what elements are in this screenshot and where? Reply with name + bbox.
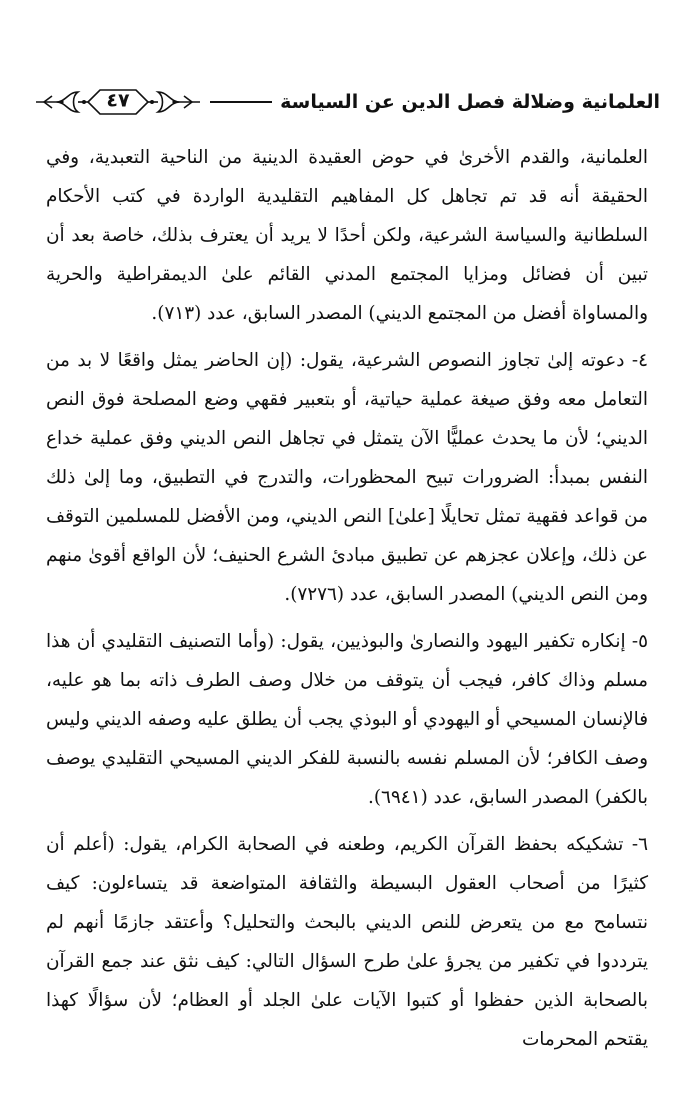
header-rule	[210, 101, 272, 103]
paragraph-item-6: ٦- تشكيكه بحفظ القرآن الكريم، وطعنه في الصحابة الكرام، يقول: (أعلم أن كثيرًا من أصحاب العقول البسيطة والثقافة المتواضعة قد يتساءلون: كيف نتسامح مع من يتعرض للنص الديني بالبحث والتحليل؟ وأعتقد جازمًا أنهم لم يترددوا في تكفير من يجرؤ علىٰ طرح السؤال التالي: كيف نثق عند جمع القرآن بالصحابة الذين حفظوا أو كتبوا الآيات علىٰ الجلد أو العظام؛ لأن سؤالًا كهذا يقتحم المحرمات	[46, 834, 648, 1050]
page-number-ornament	[34, 82, 202, 122]
paragraph-item-5: ٥- إنكاره تكفير اليهود والنصارىٰ والبوذيين، يقول: (وأما التصنيف التقليدي أن هذا مسلم وذاك كافر، فيجب أن يتوقف من خلال وصف الطرف ذاته بما هو عليه، فالإنسان المسيحي أو اليهودي أو البوذي يجب أن يطلق عليه وصفه الديني وليس وصف الكافر؛ لأن المسلم نفسه بالنسبة للفكر الديني المسيحي التقليدي يوصف بالكفر) المصدر السابق، عدد (٦٩٤١).	[46, 631, 648, 808]
page-number: ٤٧	[102, 92, 133, 111]
page-body	[46, 138, 648, 1067]
paragraph-item-4: ٤- دعوته إلىٰ تجاوز النصوص الشرعية، يقول: (إن الحاضر يمثل واقعًا لا بد من التعامل معه وفق صيغة عملية حياتية، أو بتعبير فقهي وضع المصلحة فوق النص الديني؛ لأن ما يحدث عمليًّا الآن يتمثل في تجاهل النص الديني وفق عملية خداع النفس بمبدأ: الضرورات تبيح المحظورات، والتدرج في التطبيق، وما إلىٰ ذلك من قواعد فقهية تمثل تحايلًا [علىٰ] النص الديني، ومن الأفضل للمسلمين التوقف عن ذلك، وإعلان عجزهم عن تطبيق مبادئ الشرع الحنيف؛ لأن الواقع أقوىٰ منهم ومن النص الديني) المصدر السابق، عدد (٧٢٧٦).	[46, 350, 648, 605]
paragraph-continuation: العلمانية، والقدم الأخرىٰ في حوض العقيدة الدينية من الناحية التعبدية، وفي الحقيقة أنه قد تم تجاهل كل المفاهيم التقليدية الواردة في كتب الأحكام السلطانية والسياسة الشرعية، ولكن أحدًا لا يريد أن يعترف بذلك، خاصة بعد أن تبين أن فضائل ومزايا المجتمع المدني القائم علىٰ الديمقراطية والحرية والمساواة أفضل من المجتمع الديني) المصدر السابق، عدد (٧١٣).	[46, 147, 648, 324]
page-header	[34, 78, 660, 126]
running-title: العلمانية وضلالة فصل الدين عن السياسة	[280, 91, 660, 113]
